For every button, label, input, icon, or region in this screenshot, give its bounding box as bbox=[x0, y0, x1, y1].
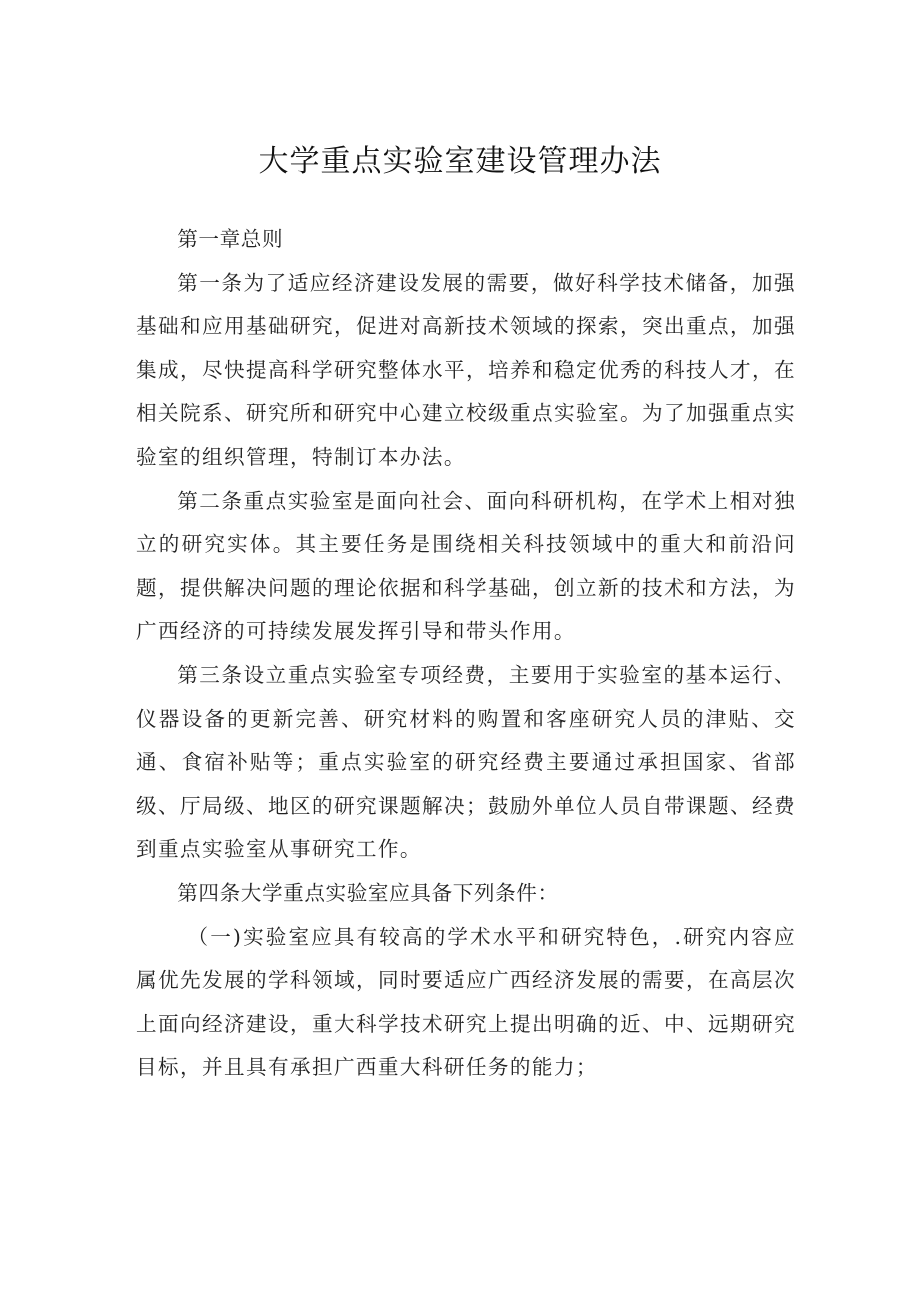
document-title: 大学重点实验室建设管理办法 bbox=[258, 144, 662, 179]
article-3-paragraph: 第三条设立重点实验室专项经费，主要用于实验室的基本运行、仪器设备的更新完善、研究材料的购置和客座研究人员的津贴、交通、食宿补贴等；重点实验室的研究经费主要通过承担国家、省部级、厅局级、地区的研究课题解决；鼓励外单位人员自带课题、经费到重点实验室从事研究工作。 bbox=[136, 662, 796, 862]
article-2-paragraph: 第二条重点实验室是面向社会、面向科研机构，在学术上相对独立的研究实体。其主要任务是围绕相关科技领域中的重大和前沿问题，提供解决问题的理论依据和科学基础，创立新的技术和方法，为广西经济的可持续发展发挥引导和带头作用。 bbox=[136, 488, 796, 644]
article-4-item-1-paragraph: （一)实验室应具有较高的学术水平和研究特色，.研究内容应属优先发展的学科领域，同时要适应广西经济发展的需要，在高层次上面向经济建设，重大科学技术研究上提出明确的近、中、远期研究目标，并且具有承担广西重大科研任务的能力； bbox=[136, 924, 796, 1080]
document-body bbox=[136, 218, 796, 1090]
article-1-paragraph: 第一条为了适应经济建设发展的需要，做好科学技术储备，加强基础和应用基础研究，促进对高新技术领域的探索，突出重点，加强集成，尽快提高科学研究整体水平，培养和稳定优秀的科技人才，在相关院系、研究所和研究中心建立校级重点实验室。为了加强重点实验室的组织管理，特制订本办法。 bbox=[136, 270, 796, 469]
chapter-heading: 第一章总则 bbox=[177, 227, 284, 251]
article-4-paragraph: 第四条大学重点实验室应具备下列条件： bbox=[177, 880, 559, 905]
